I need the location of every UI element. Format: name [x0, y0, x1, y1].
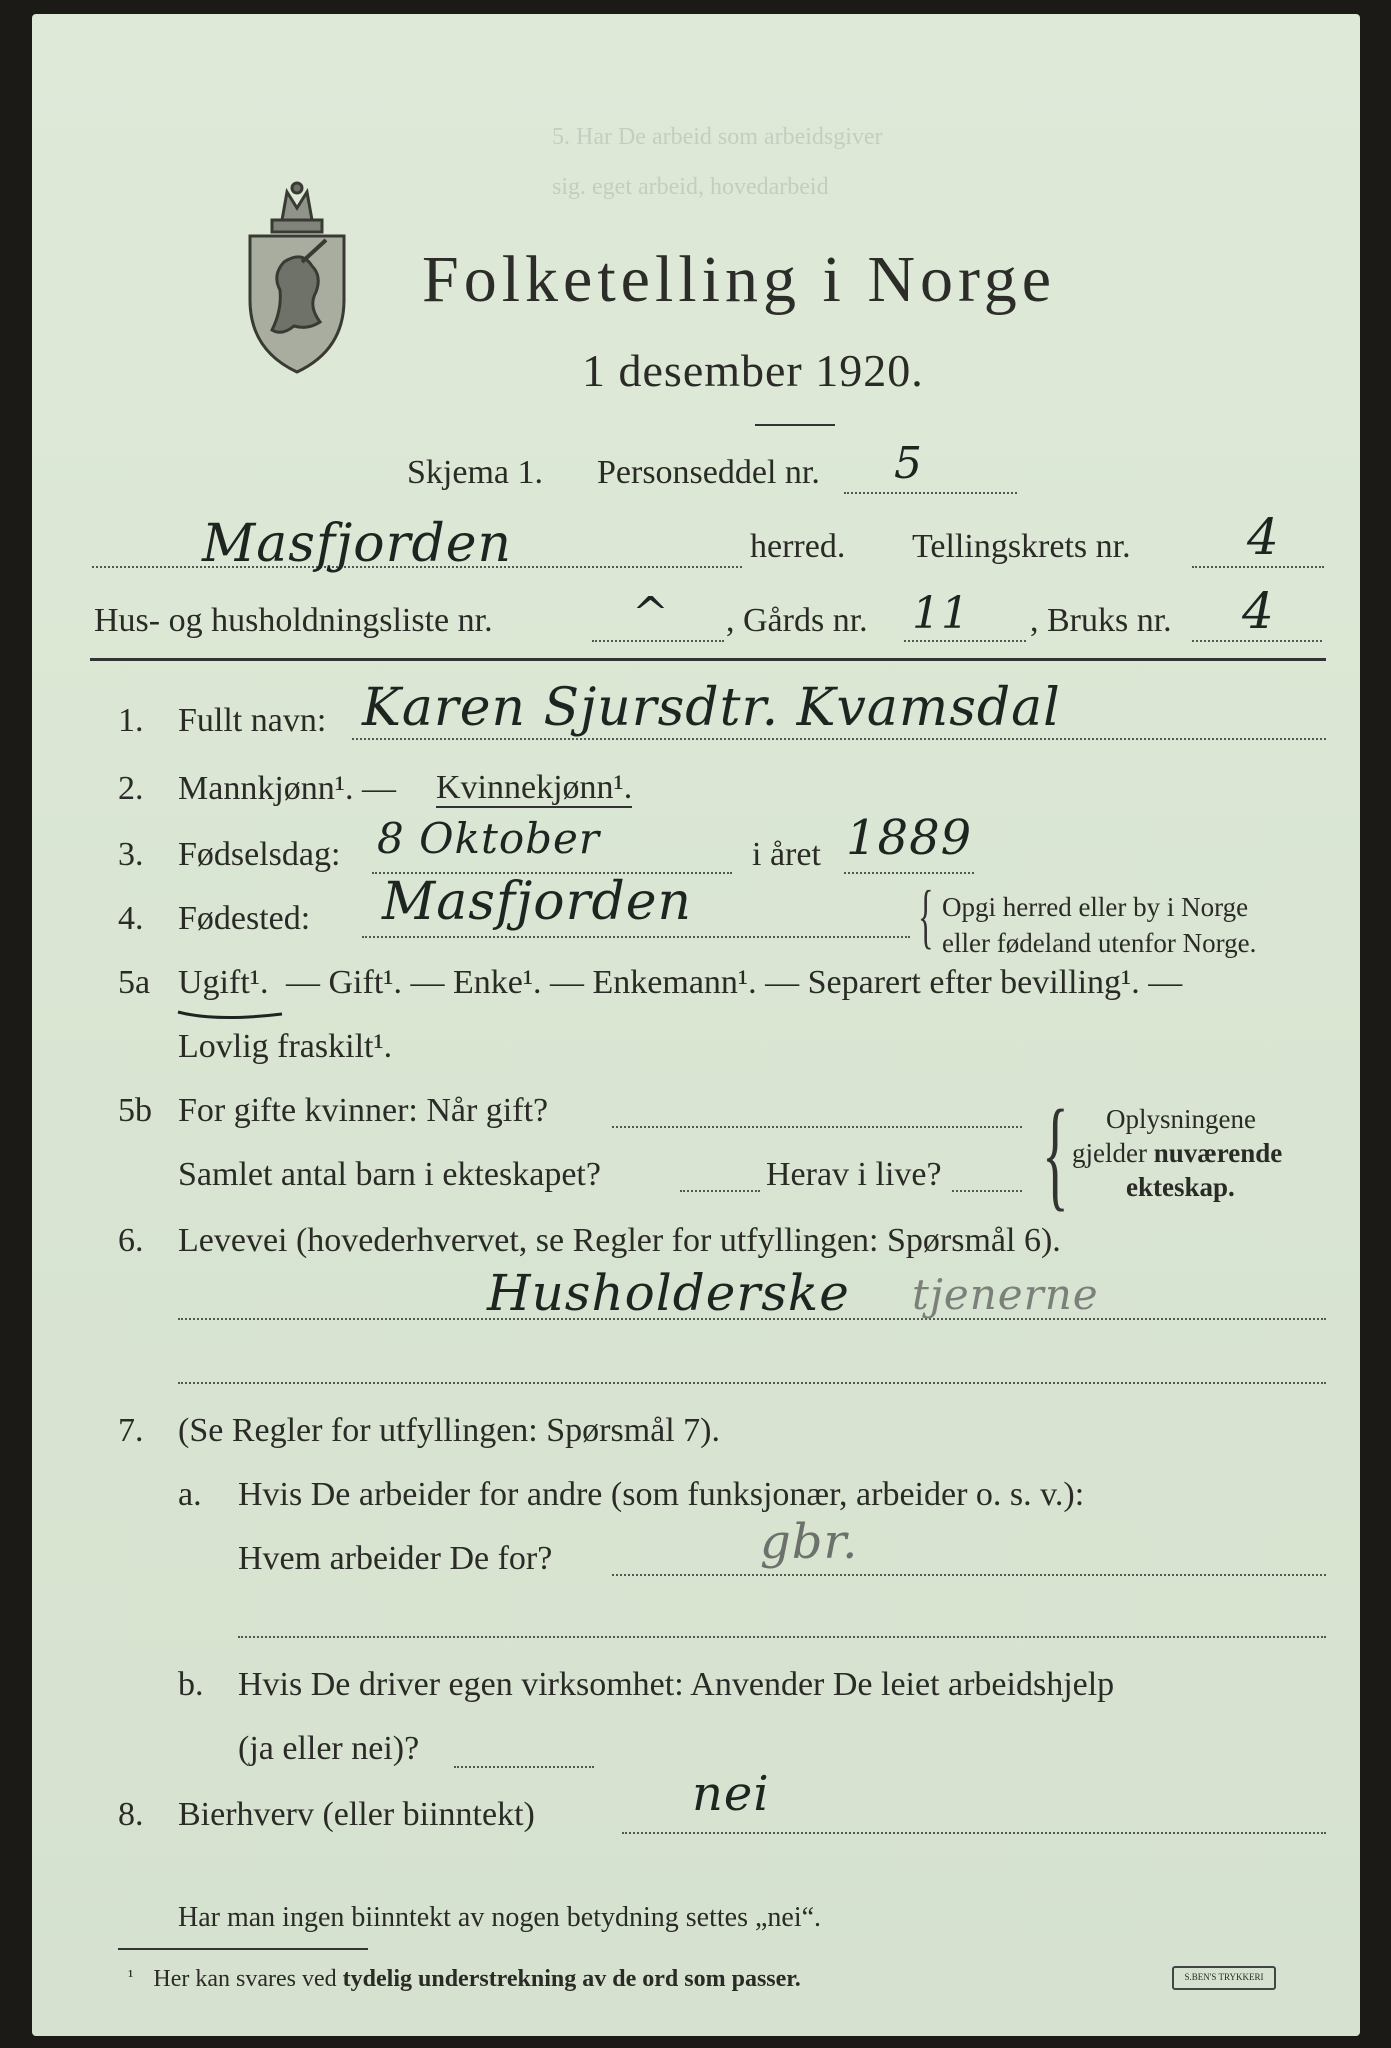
q7a-value: gbr.	[760, 1514, 859, 1570]
bleed-through-text: sig. eget arbeid, hovedarbeid	[552, 174, 829, 200]
q5b-line2b: Herav i live?	[766, 1156, 942, 1193]
q7a-line	[612, 1574, 1326, 1576]
footer-note: Har man ingen biinntekt av nogen betydning settes „nei“.	[178, 1902, 822, 1933]
q6-line-2	[178, 1382, 1326, 1384]
q7a-line-extra	[238, 1636, 1326, 1638]
gards-value: 11	[912, 588, 970, 639]
q6-value: Husholderske	[487, 1264, 850, 1322]
q5b-line-1	[612, 1126, 1022, 1128]
husliste-label: Hus- og husholdningsliste nr.	[94, 602, 493, 639]
q3-label: Fødselsdag:	[178, 836, 341, 873]
herred-value: Masfjorden	[202, 514, 513, 574]
ugift-underline-mark	[176, 1008, 286, 1022]
printer-stamp	[1172, 1966, 1276, 1990]
footnote-bold: tydelig understrekning av de ord som passer.	[342, 1966, 801, 1992]
q8-number: 8.	[118, 1796, 144, 1833]
q6-label: Levevei (hovederhvervet, se Regler for utfyllingen: Spørsmål 6).	[178, 1222, 1061, 1259]
q5b-line-2	[680, 1190, 760, 1192]
q5a-ugift: Ugift¹.	[178, 964, 269, 1001]
q5b-note-3: ekteskap.	[1126, 1172, 1235, 1202]
q5b-note-2-bold: nuværende	[1153, 1138, 1283, 1168]
q5a-options: — Gift¹. — Enke¹. — Enkemann¹. — Separert efter bevilling¹. —	[286, 964, 1183, 1001]
q4-line	[362, 936, 910, 938]
q8-line	[622, 1832, 1326, 1834]
q7b-number: b.	[178, 1666, 204, 1703]
q7a-line2: Hvem arbeider De for?	[238, 1540, 553, 1577]
personseddel-line	[844, 492, 1017, 494]
personseddel-number: 5	[894, 438, 923, 489]
tellingskrets-value: 4	[1247, 508, 1280, 566]
q5b-note-2-plain: gjelder	[1072, 1138, 1154, 1168]
q3-year-label: i året	[752, 836, 821, 873]
q3-number: 3.	[118, 836, 144, 873]
q8-value: nei	[692, 1766, 770, 1822]
q3-year-value: 1889	[846, 810, 973, 866]
q5b-number: 5b	[118, 1092, 152, 1129]
q2-male: Mannkjønn¹. —	[178, 770, 396, 807]
tellingskrets-line	[1192, 566, 1324, 568]
footer-rule	[118, 1948, 368, 1950]
q4-brace: {	[918, 876, 934, 956]
q4-number: 4.	[118, 900, 144, 937]
bruks-label: , Bruks nr.	[1030, 602, 1172, 639]
q1-label: Fullt navn:	[178, 702, 327, 739]
gards-label: , Gårds nr.	[726, 602, 868, 639]
q7b-line	[454, 1766, 594, 1768]
q4-label: Fødested:	[178, 900, 311, 937]
q7-number: 7.	[118, 1412, 144, 1449]
coat-of-arms-icon	[242, 180, 352, 376]
q5b-note-2	[1072, 1138, 1282, 1169]
q2-number: 2.	[118, 770, 144, 807]
skjema-label: Skjema 1.	[407, 454, 543, 491]
bruks-value: 4	[1242, 582, 1275, 640]
husliste-line	[592, 640, 724, 642]
census-date: 1 desember 1920.	[582, 345, 924, 396]
q5a-number: 5a	[118, 964, 151, 1001]
form-title: Folketelling i Norge	[422, 243, 1057, 316]
q8-label: Bierhverv (eller biinntekt)	[178, 1796, 535, 1833]
bleed-through-text: 5. Har De arbeid som arbeidsgiver	[552, 124, 883, 150]
q3-year-line	[844, 872, 974, 874]
q4-note-1: Opgi herred eller by i Norge	[942, 892, 1249, 922]
tellingskrets-label: Tellingskrets nr.	[912, 528, 1131, 565]
footnote-mark: ¹	[128, 1966, 134, 1986]
footnote-plain: Her kan svares ved	[153, 1966, 343, 1992]
q5b-line-3	[952, 1190, 1022, 1192]
q7a-number: a.	[178, 1476, 202, 1513]
q1-value: Karen Sjursdtr. Kvamsdal	[362, 678, 1061, 738]
q7a-line1: Hvis De arbeider for andre (som funksjonær, arbeider o. s. v.):	[238, 1476, 1085, 1513]
q2-female: Kvinnekjønn¹.	[436, 769, 633, 806]
printer-stamp-text: S.BEN'S TRYKKERI	[1184, 1972, 1264, 1982]
q7b-line2: (ja eller nei)?	[238, 1730, 420, 1767]
bruks-line	[1192, 640, 1322, 642]
q5b-label: For gifte kvinner: Når gift?	[178, 1092, 549, 1129]
q6-value-2: tjenerne	[912, 1270, 1099, 1319]
census-form	[32, 14, 1360, 2036]
q4-value: Masfjorden	[382, 872, 693, 932]
q5b-line2a: Samlet antal barn i ekteskapet?	[178, 1156, 601, 1193]
q6-number: 6.	[118, 1222, 144, 1259]
q7-label: (Se Regler for utfyllingen: Spørsmål 7).	[178, 1412, 721, 1449]
header-rule	[90, 658, 1326, 661]
gards-line	[904, 640, 1026, 642]
title-divider	[755, 424, 835, 426]
q3-value: 8 Oktober	[377, 814, 600, 863]
q5b-brace: {	[1042, 1085, 1069, 1222]
q4-note-2: eller fødeland utenfor Norge.	[942, 928, 1257, 958]
q1-number: 1.	[118, 702, 144, 739]
q5a-line2: Lovlig fraskilt¹.	[178, 1028, 393, 1065]
herred-label: herred.	[750, 528, 846, 565]
q1-line	[352, 738, 1326, 740]
husliste-value: ^	[632, 588, 670, 639]
footnote	[128, 1966, 801, 1993]
q5b-note-1: Oplysningene	[1106, 1104, 1256, 1134]
personseddel-label: Personseddel nr.	[597, 454, 820, 491]
q7b-line1: Hvis De driver egen virksomhet: Anvender De leiet arbeidshjelp	[238, 1666, 1115, 1703]
